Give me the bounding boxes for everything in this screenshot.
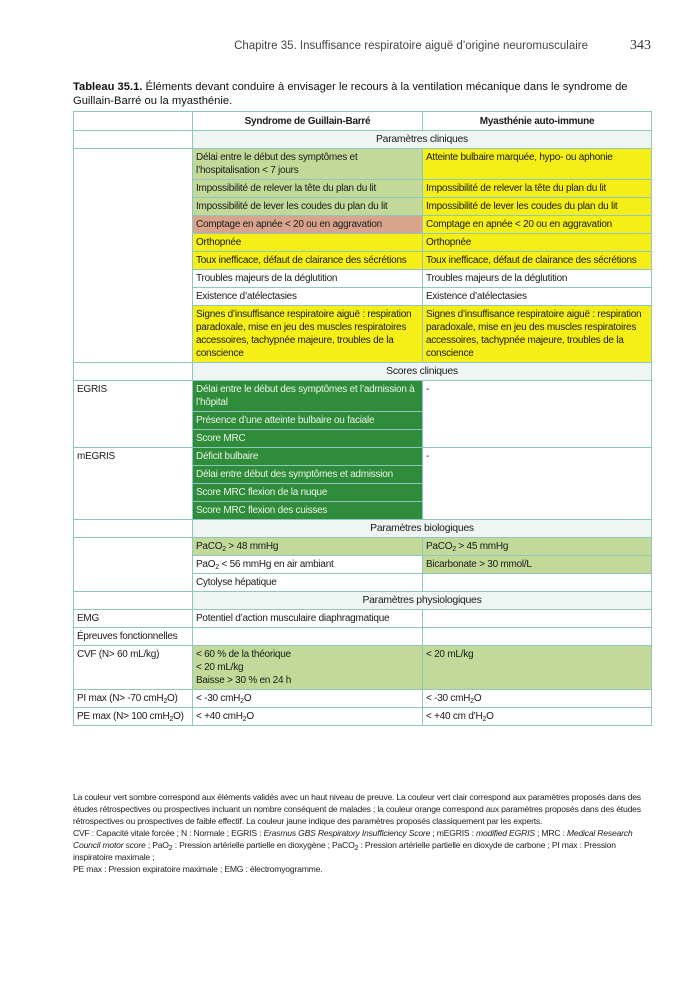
cell-mg: Toux inefficace, défaut de clairance des sécrétions <box>423 252 652 270</box>
footnote-abbreviations-end: PE max : Pression expiratoire maximale ; EMG : électromyogramme. <box>73 864 323 874</box>
cell-mg: PaCO$_2$ > 45 mmHg <box>423 538 652 556</box>
cell-gbs: Potentiel d’action musculaire diaphragmatique <box>193 610 423 628</box>
cell-gbs: Score MRC flexion des cuisses <box>193 502 423 520</box>
cell-mg: Impossibilité de lever les coudes du plan du lit <box>423 198 652 216</box>
cell-mg: Troubles majeurs de la déglutition <box>423 270 652 288</box>
table-header-row <box>74 112 652 131</box>
section-scores: Scores cliniques <box>193 363 652 381</box>
cell-mg: - <box>423 448 652 520</box>
cell-gbs: Délai entre le début des symptômes et l’admission à l’hôpital <box>193 381 423 412</box>
table-caption <box>73 80 633 108</box>
cell-gbs: Orthopnée <box>193 234 423 252</box>
section-physio: Paramètres physiologiques <box>193 592 652 610</box>
table-row <box>74 149 652 180</box>
cell-gbs: Déficit bulbaire <box>193 448 423 466</box>
row-label-emg: EMG <box>74 610 193 628</box>
cell-gbs: PaO$_2$ < 56 mmHg en air ambiant <box>193 556 423 574</box>
section-row-clinical <box>74 131 652 149</box>
table-row <box>74 448 652 466</box>
cell-mg: Orthopnée <box>423 234 652 252</box>
row-label-pimax: PI max (N> -70 cmH$_2$O) <box>74 690 193 708</box>
cell-mg <box>423 574 652 592</box>
cell-gbs: Comptage en apnée < 20 ou en aggravation <box>193 216 423 234</box>
chapter-title: Chapitre 35. Insuffisance respiratoire aiguë d’origine neuromusculaire <box>234 40 588 52</box>
table-row <box>74 610 652 628</box>
cell-mg: Comptage en apnée < 20 ou en aggravation <box>423 216 652 234</box>
header-mg: Myasthénie auto-immune <box>423 112 652 131</box>
table-row <box>74 538 652 556</box>
cell-mg: < +40 cm $d’H_2O$ <box>423 708 652 726</box>
cell-gbs: Impossibilité de lever les coudes du plan du lit <box>193 198 423 216</box>
cell-gbs: < 60 % de la théorique < 20 mL/kg Baisse > 30 % en 24 h <box>193 646 423 690</box>
row-label-cvf: CVF (N> 60 mL/kg) <box>74 646 193 690</box>
cell-mg: - <box>423 381 652 448</box>
cell-mg: < 20 mL/kg <box>423 646 652 690</box>
cell-mg: Atteinte bulbaire marquée, hypo- ou aphonie <box>423 149 652 180</box>
table-label: Tableau 35.1. <box>73 81 143 93</box>
section-row-bio <box>74 520 652 538</box>
table-row <box>74 381 652 412</box>
table-row <box>74 628 652 646</box>
cell-gbs: Signes d’insuffisance respiratoire aiguë : respiration paradoxale, mise en jeu des muscles respiratoires accessoires, tachypnée majeure, troubles de la conscience <box>193 306 423 363</box>
ventilation-criteria-table <box>73 111 652 726</box>
table-row <box>74 690 652 708</box>
section-bio: Paramètres biologiques <box>193 520 652 538</box>
cell-gbs: Score MRC <box>193 430 423 448</box>
cell-mg <box>423 610 652 628</box>
section-row-scores <box>74 363 652 381</box>
section-row-physio <box>74 592 652 610</box>
cell-mg: Bicarbonate > 30 mmol/L <box>423 556 652 574</box>
table-caption-text: Éléments devant conduire à envisager le recours à la ventilation mécanique dans le syndrome de Guillain-Barré ou la myasthénie. <box>73 81 628 107</box>
cell-gbs: Impossibilité de relever la tête du plan du lit <box>193 180 423 198</box>
cell-gbs: < -30 cmH$_2$O <box>193 690 423 708</box>
cell-gbs: PaCO$_2$ > 48 mmHg <box>193 538 423 556</box>
table-footnote <box>73 791 653 875</box>
cell-mg: Signes d’insuffisance respiratoire aiguë : respiration paradoxale, mise en jeu des muscles respiratoires accessoires, tachypnée majeure, troubles de la conscience <box>423 306 652 363</box>
row-label-empty <box>74 538 193 592</box>
footnote-abbreviations: CVF : Capacité vitale forcée ; N : Normale ; EGRIS : Erasmus GBS Respiratory Insufficiency Score ; mEGRIS : modified EGRIS ; MRC : Medical Research Council motor score ; PaO$_2$ : Pression artérielle partielle en dioxygène ; PaCO$_2$ : Pression artérielle partielle en dioxyde de carbone ; PI max : Pression inspiratoire maximale ; <box>73 828 633 862</box>
cell-gbs: Score MRC flexion de la nuque <box>193 484 423 502</box>
table-row <box>74 708 652 726</box>
cell-gbs: Délai entre début des symptômes et admission <box>193 466 423 484</box>
row-label-epreuves: Épreuves fonctionnelles <box>74 628 193 646</box>
cell-mg: < -30 cmH$_2$O <box>423 690 652 708</box>
cell-gbs: Troubles majeurs de la déglutition <box>193 270 423 288</box>
cell-gbs: < +40 cmH$_2$O <box>193 708 423 726</box>
footnote-color-legend: La couleur vert sombre correspond aux éléments validés avec un haut niveau de preuve. La couleur vert clair correspond aux paramètres proposés dans des études rétrospectives ou prospectives incluant un nombre conséquent de malades ; la couleur orange correspond aux paramètres proposés dans des études rétrospectives ou prospectives de faible effectif. La couleur jaune indique des paramètres proposés classiquement par les experts. <box>73 792 641 826</box>
table-row <box>74 646 652 690</box>
cell-gbs: Présence d’une atteinte bulbaire ou faciale <box>193 412 423 430</box>
cell-gbs: Existence d’atélectasies <box>193 288 423 306</box>
row-label-egris: EGRIS <box>74 381 193 448</box>
cell-mg: Impossibilité de relever la tête du plan du lit <box>423 180 652 198</box>
header-blank <box>74 112 193 131</box>
cell-mg: Existence d’atélectasies <box>423 288 652 306</box>
cell-gbs: Toux inefficace, défaut de clairance des sécrétions <box>193 252 423 270</box>
section-clinical: Paramètres cliniques <box>193 131 652 149</box>
row-label-empty <box>74 149 193 363</box>
row-label-pemax: PE max (N> 100 cmH$_2$O) <box>74 708 193 726</box>
cell-gbs: Cytolyse hépatique <box>193 574 423 592</box>
header-gbs: Syndrome de Guillain-Barré <box>193 112 423 131</box>
page-number: 343 <box>630 38 651 53</box>
running-head <box>0 38 700 58</box>
cell-gbs: Délai entre le début des symptômes et l’hospitalisation < 7 jours <box>193 149 423 180</box>
row-label-megris: mEGRIS <box>74 448 193 520</box>
